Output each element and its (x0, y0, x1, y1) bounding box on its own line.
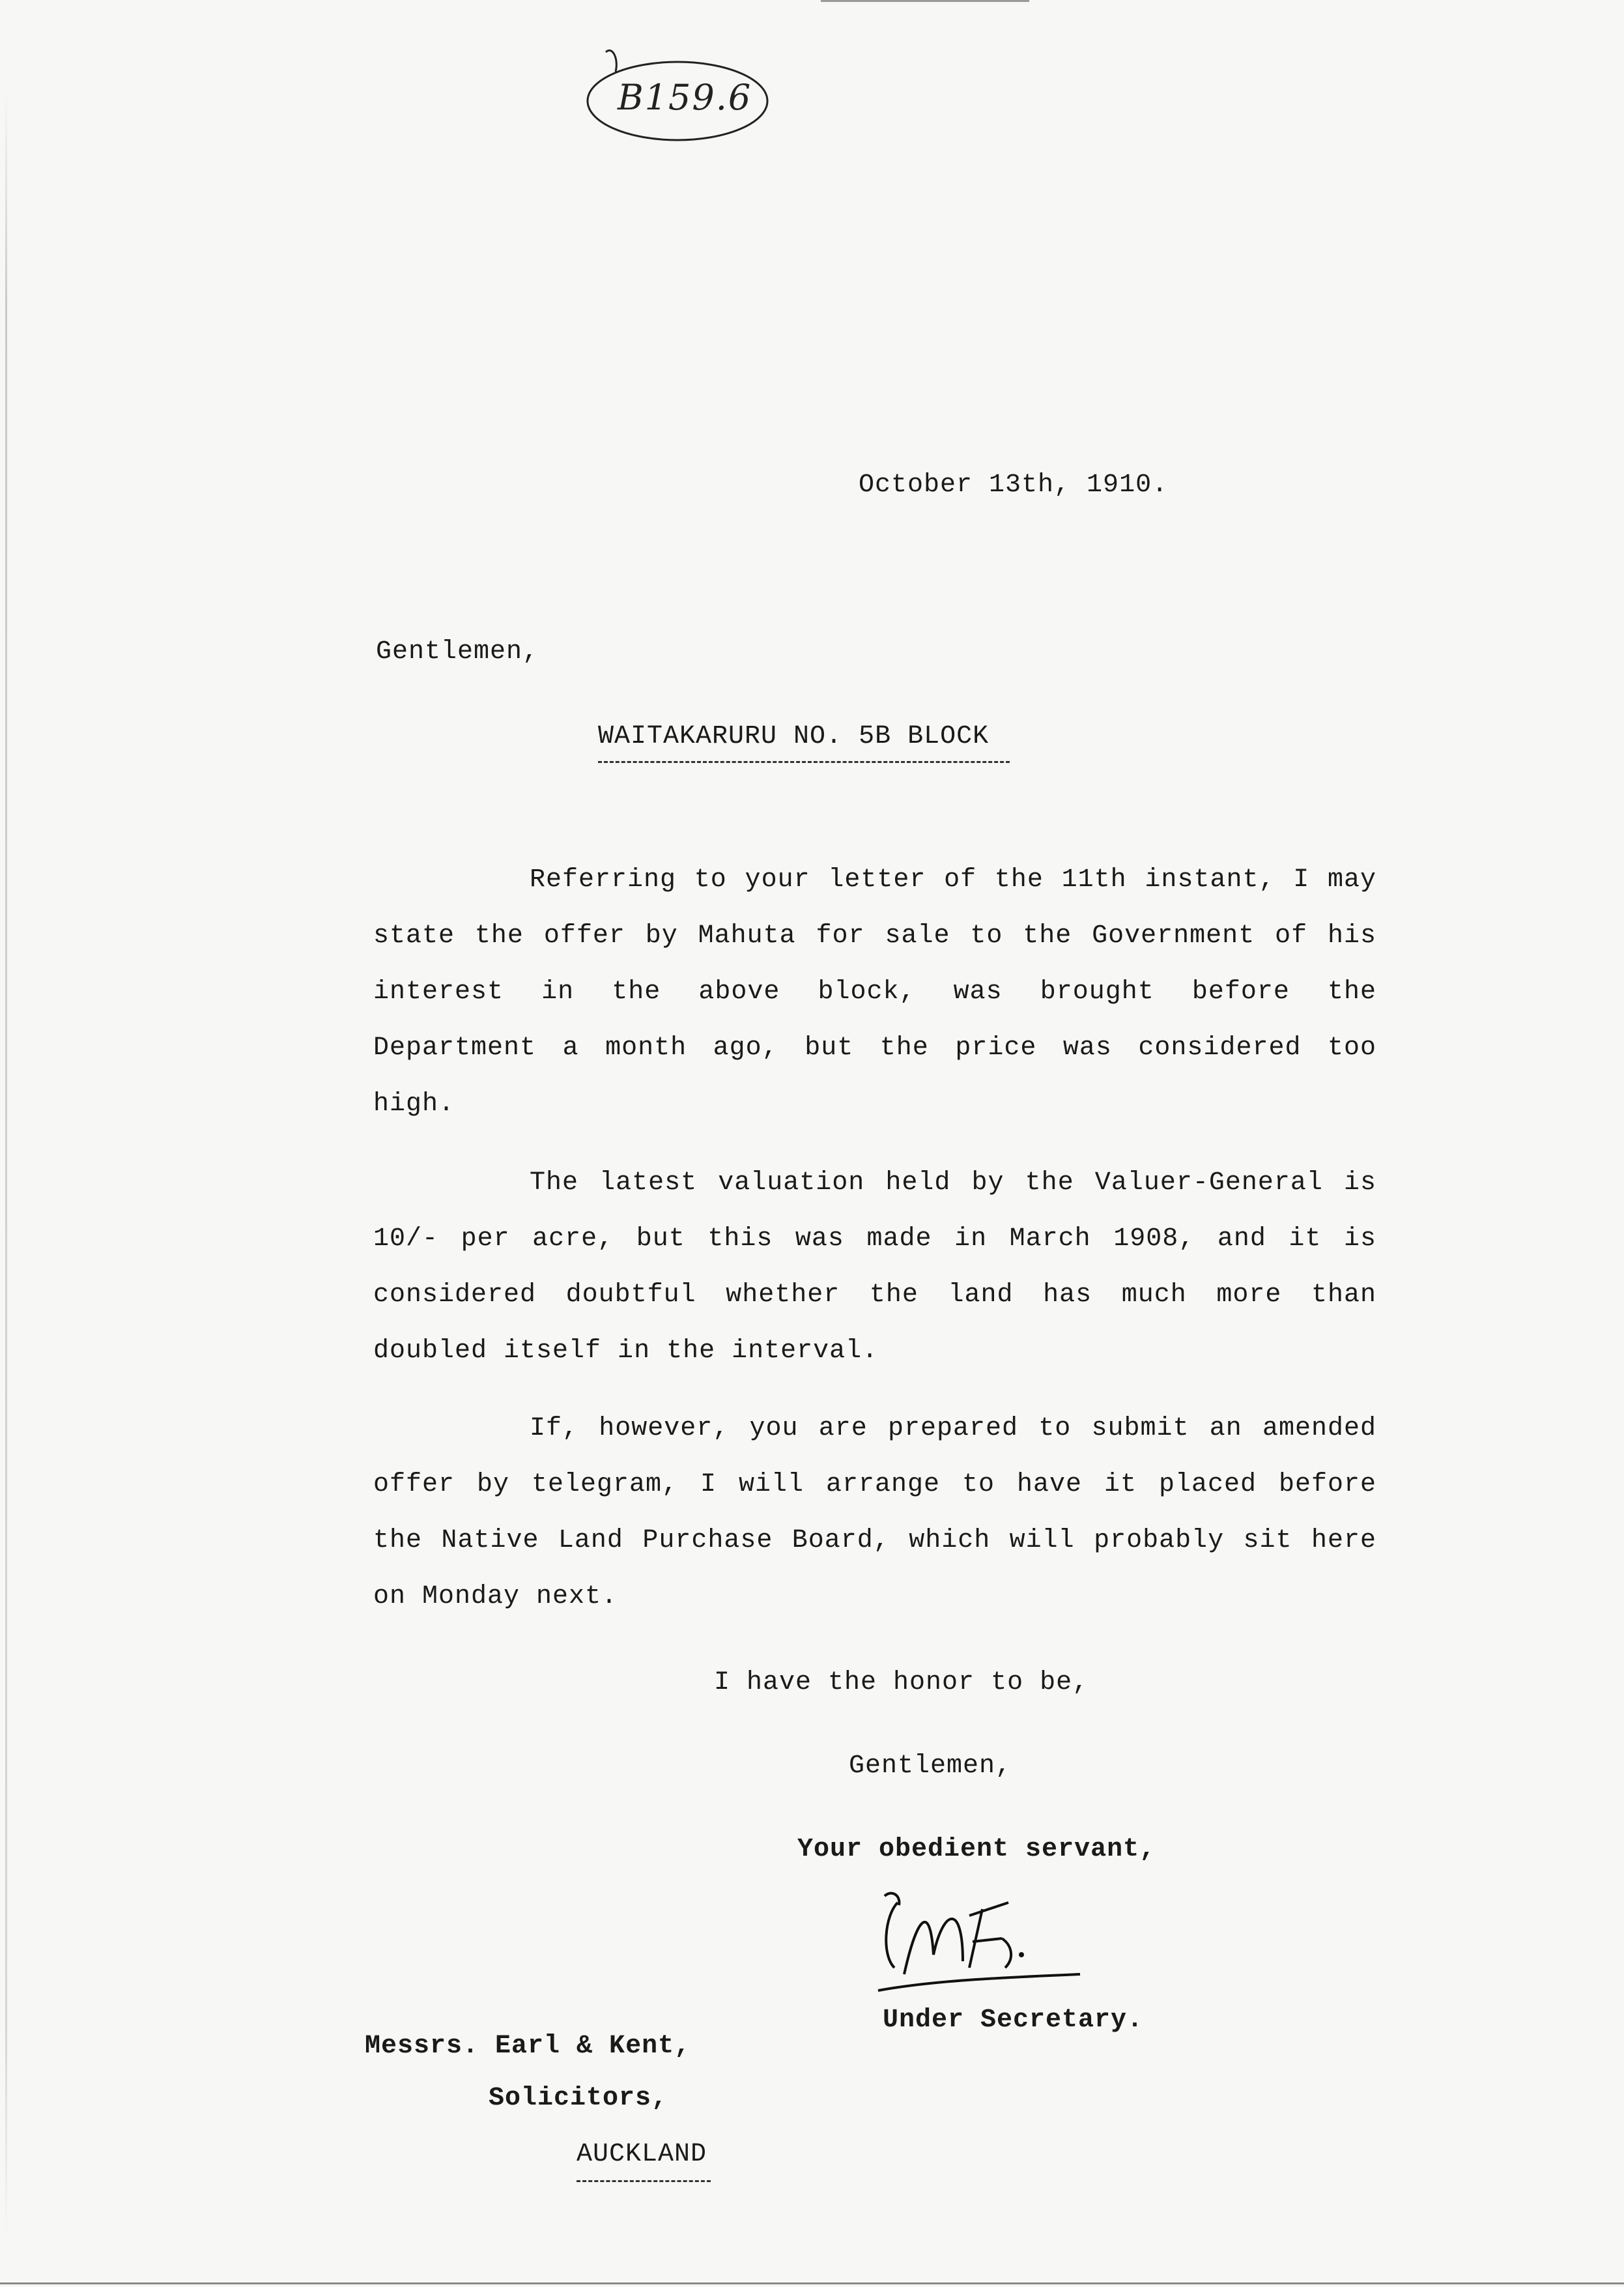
handwritten-reference-mark (580, 46, 775, 150)
addressee-name: Messrs. Earl & Kent, (365, 2032, 691, 2061)
signatory-title: Under Secretary. (883, 2006, 1144, 2035)
letter-date: October 13th, 1910. (859, 470, 1169, 500)
city-underline (577, 2180, 711, 2182)
addressee-city: AUCKLAND (577, 2140, 707, 2169)
page-edge-bottom (0, 2282, 1624, 2284)
page-edge-top (821, 0, 1029, 2)
salutation: Gentlemen, (376, 637, 539, 667)
subject-heading: WAITAKARURU NO. 5B BLOCK (598, 722, 990, 751)
closing-line-1: I have the honor to be, (714, 1668, 1089, 1697)
handwritten-signature (872, 1877, 1093, 2000)
subject-underline (598, 761, 1010, 763)
body-paragraph-3: If, however, you are prepared to submit an amended offer by telegram, I will arrange to have it placed before the Native Land Purchase Board, which will probably sit here on Monday next. (373, 1414, 1376, 1611)
reference-number: B159.6 (618, 77, 752, 118)
body-paragraph-2: The latest valuation held by the Valuer-General is 10/- per acre, but this was made in March 1908, and it is considered doubtful whether the land has much more than doubled itself in the interval. (373, 1168, 1376, 1366)
signature-drawing (872, 1877, 1093, 2000)
closing-line-2: Gentlemen, (849, 1751, 1012, 1781)
closing-line-3: Your obedient servant, (797, 1835, 1156, 1864)
addressee-role: Solicitors, (489, 2084, 668, 2113)
body-paragraph-1: Referring to your letter of the 11th instant, I may state the offer by Mahuta for sale to the Government of his interest in the above block, was brought before the Department a month ago, but the price was considered too high. (373, 865, 1376, 1119)
page-edge-left (5, 91, 7, 2241)
